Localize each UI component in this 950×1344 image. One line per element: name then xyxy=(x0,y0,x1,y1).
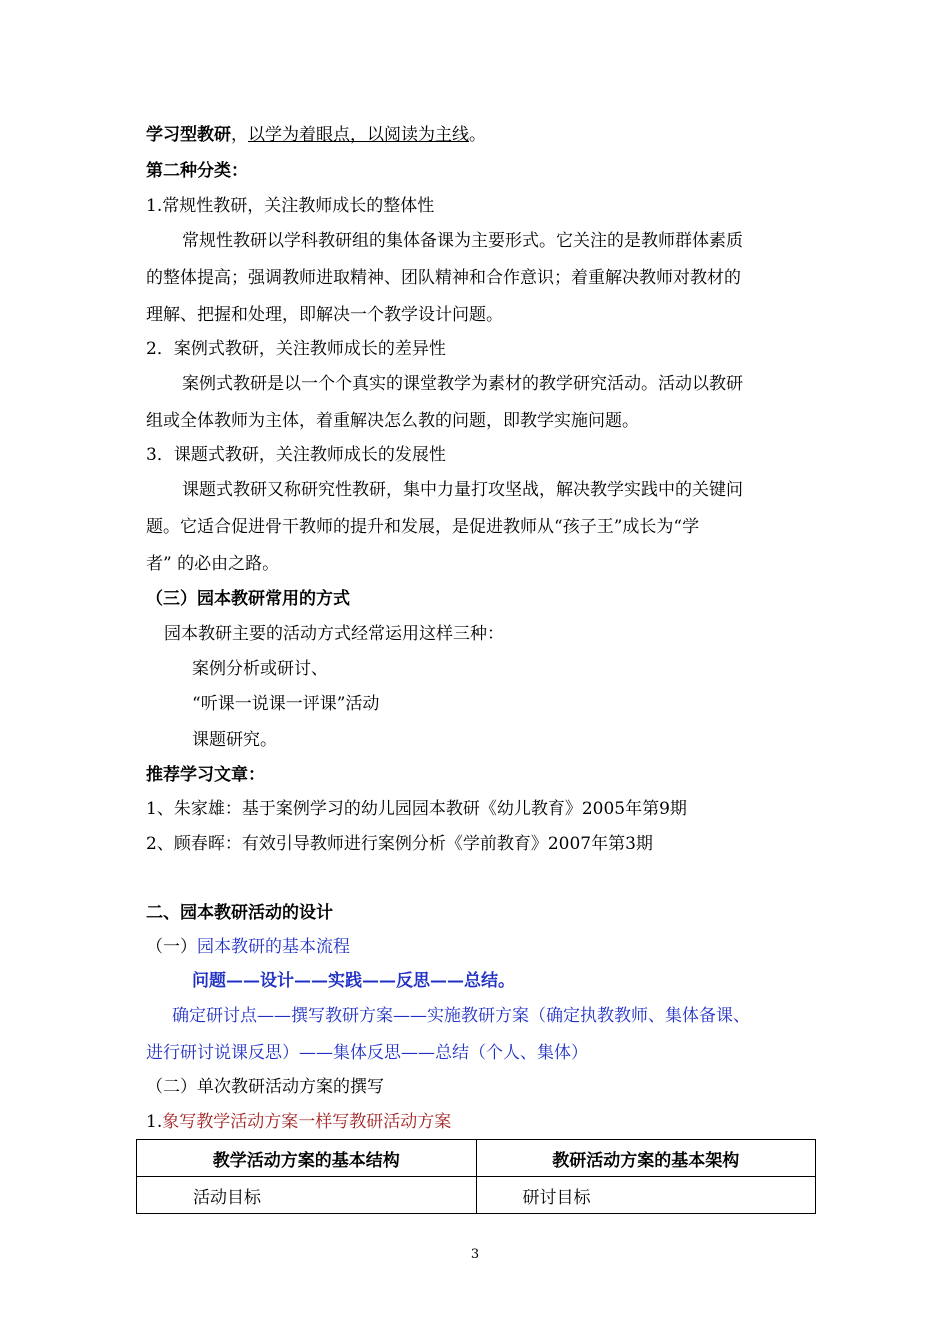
flow-long-line: 进行研讨说课反思）——集体反思——总结（个人、集体） xyxy=(146,1043,588,1063)
method-item: “听课一说课一评课”活动 xyxy=(192,694,380,714)
sub1-heading xyxy=(146,935,350,959)
table-header-row xyxy=(137,1140,816,1177)
item1-body-line: 常规性教研以学科教研组的集体备课为主要形式。它关注的是教师群体素质 xyxy=(182,231,743,251)
method-item: 案例分析或研讨、 xyxy=(192,659,328,679)
flow-long-line: 确定研讨点——撰写教研方案——实施教研方案（确定执教教师、集体备课、 xyxy=(172,1006,750,1026)
item2-body-line: 案例式教研是以一个个真实的课堂教学为素材的教学研究活动。活动以教研 xyxy=(182,374,743,394)
sub2-item xyxy=(146,1110,451,1134)
learning-type-end: 。 xyxy=(469,125,486,145)
item2-body-line: 组或全体教师为主体，着重解决怎么教的问题，即教学实施问题。 xyxy=(146,411,639,431)
second-classification-heading: 第二种分类： xyxy=(146,161,248,181)
recommend-heading: 推荐学习文章： xyxy=(146,765,265,785)
sub2-item-text: 象写教学活动方案一样写教研活动方案 xyxy=(162,1112,452,1132)
item1-body-line: 的整体提高；强调教师进取精神、团队精神和合作意识；着重解决教师对教材的 xyxy=(146,268,741,288)
section3-intro: 园本教研主要的活动方式经常运用这样三种： xyxy=(164,624,504,644)
learning-type-line xyxy=(146,123,486,147)
method-item: 课题研究。 xyxy=(192,730,277,750)
sub1-label: 园本教研的基本流程 xyxy=(197,937,350,957)
article-item: 1、朱家雄：基于案例学习的幼儿园园本教研《幼儿教育》2005年第9期 xyxy=(146,799,687,819)
table-cell: 活动目标 xyxy=(137,1177,477,1214)
sub2-item-number: 1. xyxy=(146,1112,163,1132)
table-cell: 研讨目标 xyxy=(476,1177,816,1214)
learning-type-label: 学习型教研 xyxy=(146,125,231,145)
item3-title: 3．课题式教研，关注教师成长的发展性 xyxy=(146,445,446,465)
item2-title: 2．案例式教研，关注教师成长的差异性 xyxy=(146,339,446,359)
item1-title: 1.常规性教研，关注教师成长的整体性 xyxy=(146,196,435,216)
article-item: 2、顾春晖：有效引导教师进行案例分析《学前教育》2007年第3期 xyxy=(146,834,653,854)
learning-type-comma: ， xyxy=(231,125,248,145)
table-header-cell: 教研活动方案的基本架构 xyxy=(476,1140,816,1177)
flow-short: 问题——设计——实践——反思——总结。 xyxy=(192,971,515,991)
sub1-prefix: （一） xyxy=(146,937,197,957)
table-header-cell: 教学活动方案的基本结构 xyxy=(137,1140,477,1177)
item3-body-line: 题。它适合促进骨干教师的提升和发展，是促进教师从“孩子王”成长为“学 xyxy=(146,517,700,537)
page-number: 3 xyxy=(470,1247,480,1262)
part2-heading: 二、园本教研活动的设计 xyxy=(146,903,333,923)
item3-body-line: 者” 的必由之路。 xyxy=(146,554,280,574)
learning-type-underlined: 以学为着眼点，以阅读为主线 xyxy=(248,125,469,145)
table-row xyxy=(137,1177,816,1214)
item3-body-line: 课题式教研又称研究性教研，集中力量打攻坚战，解决教学实践中的关键问 xyxy=(182,480,743,500)
section3-heading: （三）园本教研常用的方式 xyxy=(146,589,350,609)
item1-body-line: 理解、把握和处理，即解决一个教学设计问题。 xyxy=(146,305,503,325)
sub2-heading: （二）单次教研活动方案的撰写 xyxy=(146,1077,384,1097)
comparison-table xyxy=(136,1139,816,1214)
